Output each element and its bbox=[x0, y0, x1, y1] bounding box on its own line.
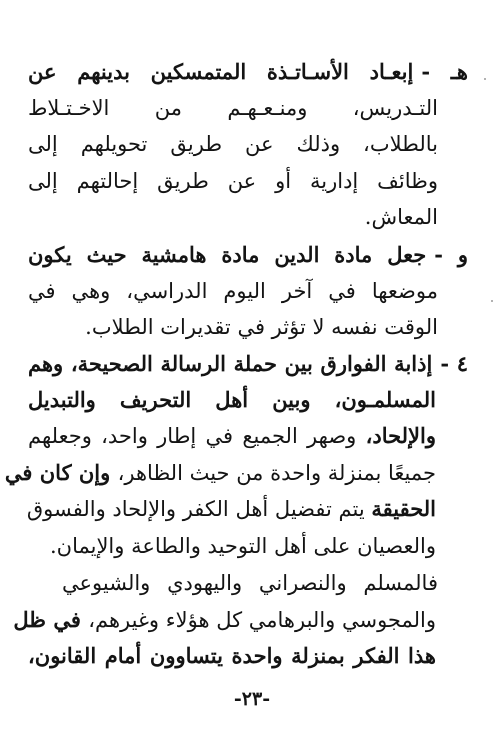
text-line-10-content: المسلمـون، وبين أهل التحريف والتبديل bbox=[28, 387, 436, 412]
scan-speck bbox=[491, 300, 493, 302]
text-line-12 bbox=[4, 455, 436, 491]
text-line-16-content: والمجوسي والبرهامي كل هؤلاء وغيرهم، bbox=[88, 608, 436, 632]
text-line-9-content: إذابة الفوارق بين حملة الرسالة الصحيحة، وهم bbox=[28, 351, 433, 376]
text-line-12-bold: وإن كان في bbox=[4, 460, 118, 485]
text-line-8 bbox=[28, 309, 438, 345]
text-line-6-content: جعل مادة الدين مادة هامشية حيث يكون bbox=[28, 242, 427, 267]
text-line-17-content: هذا الفكر بمنزلة واحدة يتساوون أمام القانون، bbox=[28, 643, 436, 668]
text-line-1-content: إبعـاد الأسـاتـذة المتمسكين بدينهم عن bbox=[28, 59, 414, 84]
text-line-14-content: والعصيان على أهل التوحيد والطاعة والإيمان. bbox=[49, 534, 436, 558]
text-line-4 bbox=[28, 163, 438, 199]
text-line-1 bbox=[28, 54, 468, 90]
text-line-13 bbox=[28, 491, 436, 527]
text-line-7 bbox=[28, 273, 438, 309]
scan-speck bbox=[484, 78, 486, 80]
text-line-14 bbox=[28, 528, 436, 564]
text-line-3 bbox=[28, 126, 438, 162]
text-line-16 bbox=[13, 602, 436, 638]
text-line-5 bbox=[28, 199, 438, 235]
text-line-5-content: المعاش. bbox=[364, 205, 438, 229]
text-line-3-content: بالطلاب، وذلك عن طريق تحويلهم إلى bbox=[28, 132, 438, 156]
item-marker-4: ٤ - bbox=[440, 351, 468, 376]
text-line-13-bold: الحقيقة bbox=[371, 496, 436, 521]
text-line-11-bold: والإلحاد، bbox=[365, 423, 436, 448]
text-line-7-content: موضعها في آخر اليوم الدراسي، وهي في bbox=[28, 279, 438, 303]
text-line-10 bbox=[28, 382, 436, 418]
text-line-15 bbox=[62, 565, 438, 601]
text-line-9 bbox=[28, 346, 468, 382]
text-line-2-content: التـدريس، ومنـعـهـم من الاخـتـلاط bbox=[28, 96, 438, 120]
text-line-12-content: جميعًا بمنزلة واحدة من حيث الظاهر، bbox=[117, 461, 436, 485]
text-line-17 bbox=[28, 638, 436, 674]
text-line-13-content: يتم تفضيل أهل الكفر والإلحاد والفسوق bbox=[26, 497, 372, 521]
text-line-16-bold: في ظل bbox=[13, 607, 89, 632]
text-line-6 bbox=[28, 237, 468, 273]
item-marker-ha: هـ - bbox=[421, 59, 468, 84]
text-line-4-content: وظائف إدارية أو عن طريق إحالتهم إلى bbox=[28, 169, 438, 193]
text-line-2 bbox=[28, 90, 438, 126]
text-line-8-content: الوقت نفسه لا تؤثر في تقديرات الطلاب. bbox=[85, 315, 438, 339]
text-line-11-content: وصهر الجميع في إطار واحد، وجعلهم bbox=[28, 424, 366, 448]
item-marker-waw: و - bbox=[434, 242, 468, 267]
text-line-11 bbox=[28, 418, 436, 454]
text-line-15-content: فالمسلم والنصراني واليهودي والشيوعي bbox=[62, 571, 438, 595]
page-number: -٢٣- bbox=[233, 688, 271, 710]
